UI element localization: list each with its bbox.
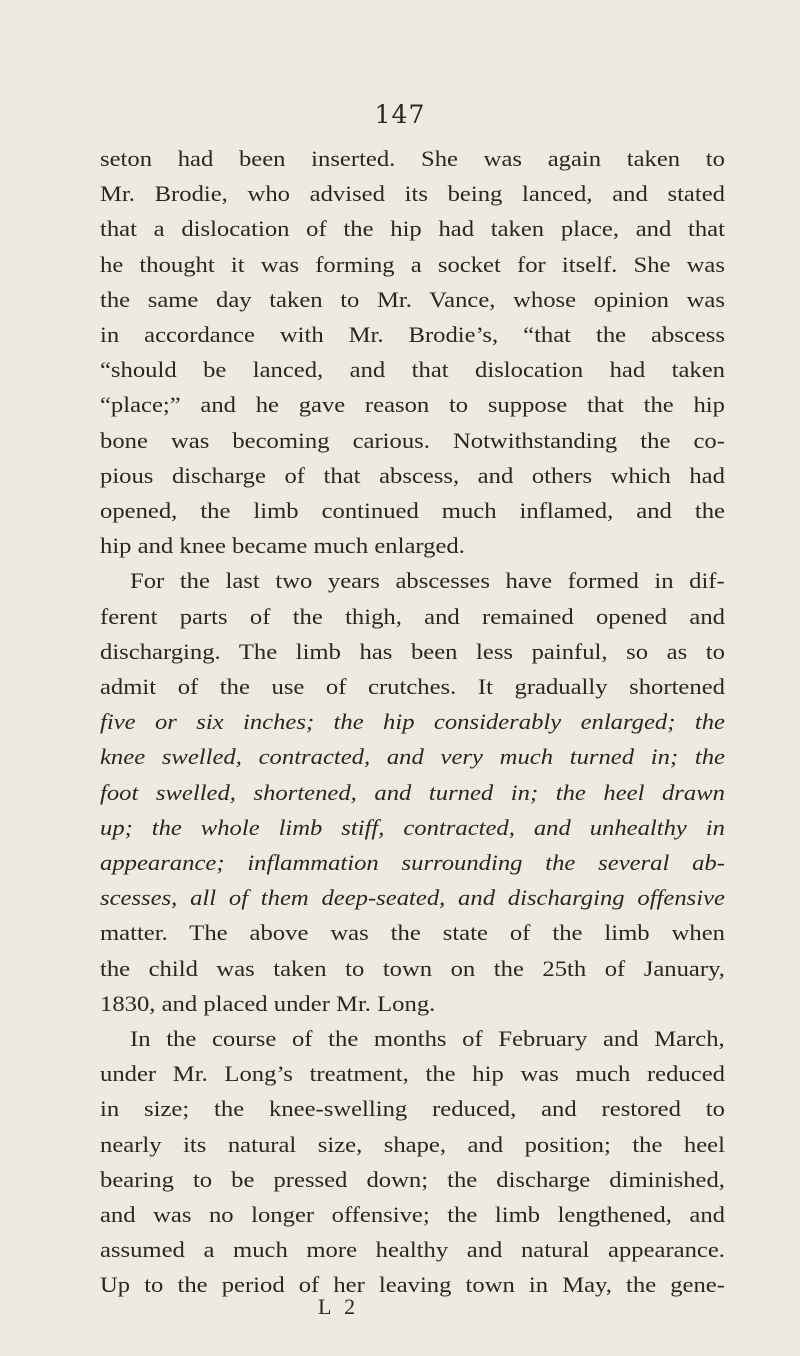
text-line: bearing to be pressed down; the discharge diminished, — [100, 1166, 725, 1192]
text-line: he thought it was forming a socket for itself. She was — [100, 251, 725, 277]
text-line: foot swelled, shortened, and turned in; the heel drawn — [100, 779, 725, 805]
text-line: ferent parts of the thigh, and remained opened and — [100, 603, 725, 629]
text-line: discharging. The limb has been less painful, so as to — [100, 638, 725, 664]
text-line: Mr. Brodie, who advised its being lanced, and stated — [100, 181, 725, 207]
text-line: hip and knee became much enlarged. — [100, 533, 465, 559]
text-line: admit of the use of crutches. It gradually shortened — [100, 674, 725, 699]
text-line: under Mr. Long’s treatment, the hip was much reduced — [100, 1061, 725, 1087]
text-line: the same day taken to Mr. Vance, whose opinion was — [100, 286, 725, 312]
text-line: up; the whole limb stiff, contracted, and unhealthy in — [100, 814, 725, 840]
text-line: 1830, and placed under Mr. Long. — [100, 990, 436, 1016]
text-line: matter. The above was the state of the limb when — [100, 920, 725, 946]
text-line: For the last two years abscesses have formed in dif- — [130, 568, 725, 594]
text-line: seton had been inserted. She was again taken to — [100, 146, 725, 171]
text-line: bone was becoming carious. Notwithstanding the co- — [100, 427, 725, 453]
text-line: five or six inches; the hip considerably enlarged; the — [100, 709, 725, 735]
text-line: opened, the limb continued much inflamed, and the — [100, 498, 725, 523]
page-number: 147 — [374, 100, 426, 129]
text-line: knee swelled, contracted, and very much turned in; the — [100, 744, 725, 770]
text-line: nearly its natural size, shape, and position; the heel — [100, 1131, 725, 1157]
text-line: pious discharge of that abscess, and others which had — [100, 462, 725, 488]
text-line: Up to the period of her leaving town in May, the gene- — [100, 1272, 725, 1298]
text-line: “place;” and he gave reason to suppose that the hip — [100, 392, 725, 418]
text-line: scesses, all of them deep-seated, and discharging offensive — [100, 885, 725, 911]
text-line: “should be lanced, and that dislocation had taken — [100, 357, 725, 383]
text-line: assumed a much more healthy and natural appearance. — [100, 1237, 725, 1263]
text-line: that a dislocation of the hip had taken place, and that — [100, 216, 725, 242]
text-line: appearance; inflammation surrounding the several ab- — [100, 850, 725, 875]
signature-mark: L 2 — [318, 1294, 360, 1319]
text-line: and was no longer offensive; the limb lengthened, and — [100, 1202, 725, 1227]
text-line: the child was taken to town on the 25th of January, — [100, 955, 725, 981]
text-line: in size; the knee-swelling reduced, and restored to — [100, 1096, 725, 1122]
text-line: in accordance with Mr. Brodie’s, “that the abscess — [100, 322, 725, 347]
text-line: In the course of the months of February and March, — [130, 1026, 725, 1051]
